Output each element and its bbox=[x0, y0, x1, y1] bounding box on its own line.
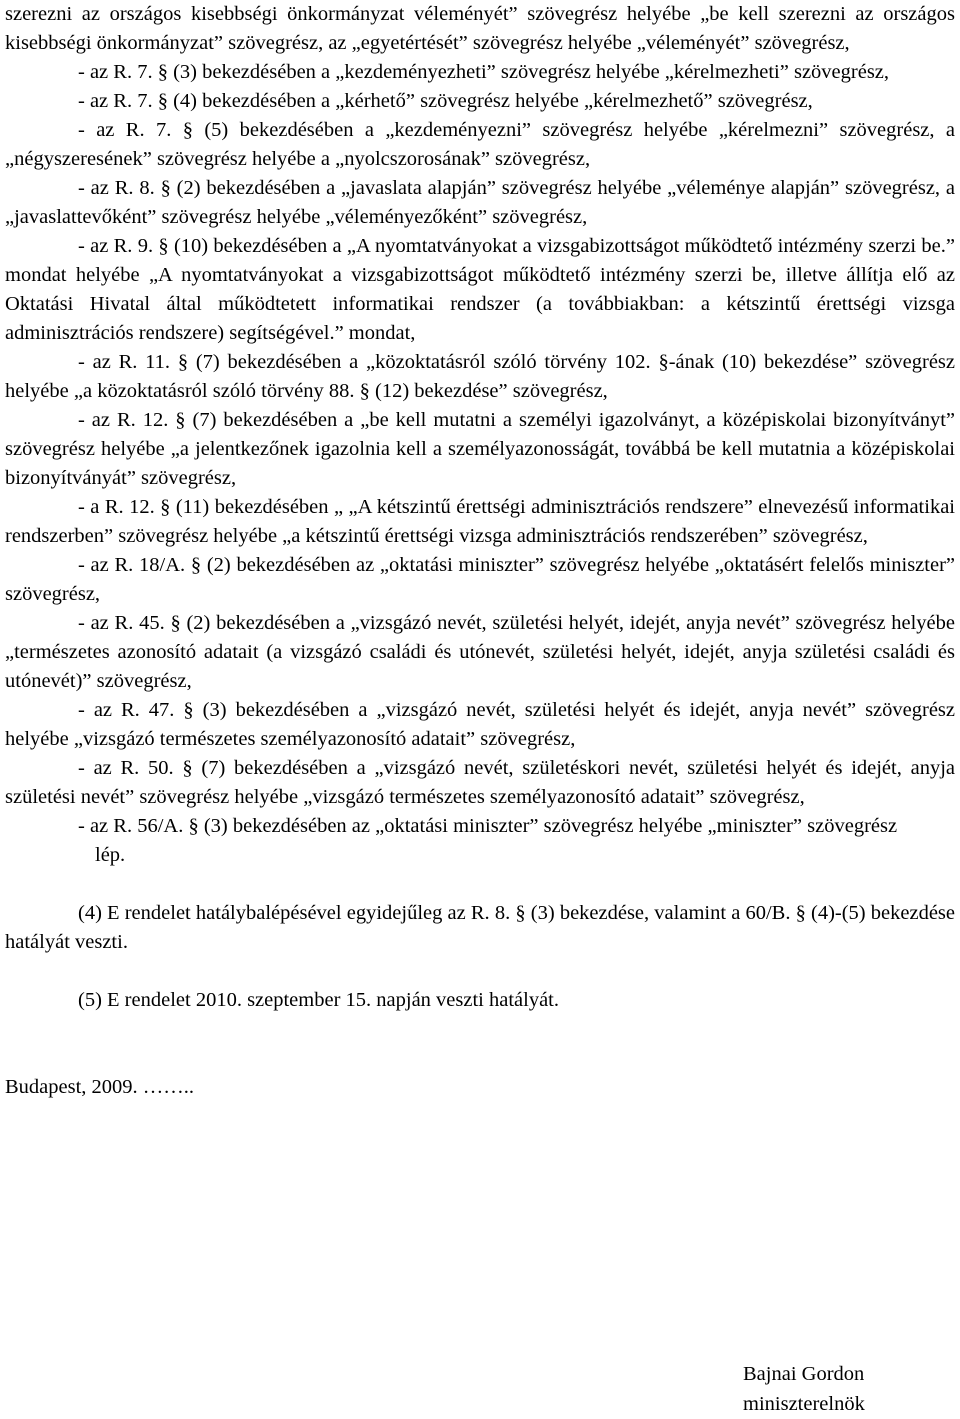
amendment-item-r12-7: - az R. 12. § (7) bekezdésében a „be kell mutatni a személyi igazolványt, a középiskolai bizonyítványt” szövegrész helyébe „a jelentkezőnek igazolnia kell a személyazonosságát, továbbá be kell mutatnia a középiskolai bizonyítványát” szövegrész, bbox=[5, 409, 955, 489]
document-body bbox=[5, 0, 955, 1102]
paragraph-continuation: szerezni az országos kisebbségi önkormányzat véleményét” szövegrész helyébe „be kell szerezni az országos kisebbségi önkormányzat” szövegrész, az „egyetértését” szövegrész helyébe „véleményét” szövegrész, bbox=[5, 3, 955, 54]
spacer bbox=[5, 957, 955, 986]
amendment-item-r7-4: - az R. 7. § (4) bekezdésében a „kérhető” szövegrész helyébe „kérelmezhető” szövegrész, bbox=[78, 90, 813, 112]
paragraph-5: (5) E rendelet 2010. szeptember 15. napján veszti hatályát. bbox=[78, 989, 559, 1011]
amendment-item-r7-5: - az R. 7. § (5) bekezdésében a „kezdeményezni” szövegrész helyébe „kérelmezni” szövegrész, a „négyszeresének” szövegrész helyébe a „nyolcszorosának” szövegrész, bbox=[5, 119, 955, 170]
paragraph-4: (4) E rendelet hatálybalépésével egyidejűleg az R. 8. § (3) bekezdése, valamint a 60/B. § (4)-(5) bekezdése hatályát veszti. bbox=[5, 902, 955, 953]
signature-title: miniszterelnök bbox=[743, 1393, 865, 1415]
amendment-item-r12-11: - a R. 12. § (11) bekezdésében „ „A kétszintű érettségi adminisztrációs rendszere” elnevezésű informatikai rendszerben” szövegrész helyébe „a kétszintű érettségi vizsga adminisztrációs rendszerében” szövegrész, bbox=[5, 496, 955, 547]
signature-name: Bajnai Gordon bbox=[743, 1363, 865, 1385]
amendment-item-r56a-3: - az R. 56/A. § (3) bekezdésében az „oktatási miniszter” szövegrész helyébe „miniszter” szövegrész bbox=[78, 815, 898, 837]
lep-word: lép. bbox=[95, 844, 126, 866]
amendment-item-r18a-2: - az R. 18/A. § (2) bekezdésében az „oktatási miniszter” szövegrész helyébe „oktatásért felelős miniszter” szövegrész, bbox=[5, 554, 955, 605]
amendment-item-r47-3: - az R. 47. § (3) bekezdésében a „vizsgázó nevét, születési helyét és idejét, anyja nevét” szövegrész helyébe „vizsgázó természetes személyazonosító adatait” szövegrész, bbox=[5, 699, 955, 750]
amendment-item-r7-3: - az R. 7. § (3) bekezdésében a „kezdeményezheti” szövegrész helyébe „kérelmezheti” szövegrész, bbox=[78, 61, 890, 83]
amendment-item-r9-10: - az R. 9. § (10) bekezdésében a „A nyomtatványokat a vizsgabizottságot működtető intézmény szerzi be.” mondat helyébe „A nyomtatványokat a vizsgabizottságot működtető intézmény szerzi be, illetve állítja elő az Oktatási Hivatal által működtetett informatikai rendszer (a továbbiakban: a kétszintű érettségi vizsga adminisztrációs rendszere) segítségével.” mondat, bbox=[5, 235, 955, 344]
spacer bbox=[5, 1015, 955, 1073]
place-date: Budapest, 2009. …….. bbox=[5, 1076, 195, 1098]
amendment-item-r11-7: - az R. 11. § (7) bekezdésében a „közoktatásról szóló törvény 102. §-ának (10) bekezdése” szövegrész helyébe „a közoktatásról szóló törvény 88. § (12) bekezdése” szövegrész, bbox=[5, 351, 955, 402]
spacer bbox=[5, 870, 955, 899]
amendment-item-r45-2: - az R. 45. § (2) bekezdésében a „vizsgázó nevét, születési helyét, idejét, anyja nevét” szövegrész helyébe „természetes azonosító adatait (a vizsgázó családi és utónevét, születési helyét, idejét, anyja születési családi és utónevét)” szövegrész, bbox=[5, 612, 955, 692]
amendment-item-r50-7: - az R. 50. § (7) bekezdésében a „vizsgázó nevét, születéskori nevét, születési helyét és idejét, anyja születési nevét” szövegrész helyébe „vizsgázó természetes személyazonosító adatait” szövegrész, bbox=[5, 757, 955, 808]
signature-block bbox=[743, 1359, 865, 1419]
amendment-item-r8-2: - az R. 8. § (2) bekezdésében a „javaslata alapján” szövegrész helyébe „véleménye alapján” szövegrész, a „javaslattevőként” szövegrész helyébe „véleményezőként” szövegrész, bbox=[5, 177, 955, 228]
